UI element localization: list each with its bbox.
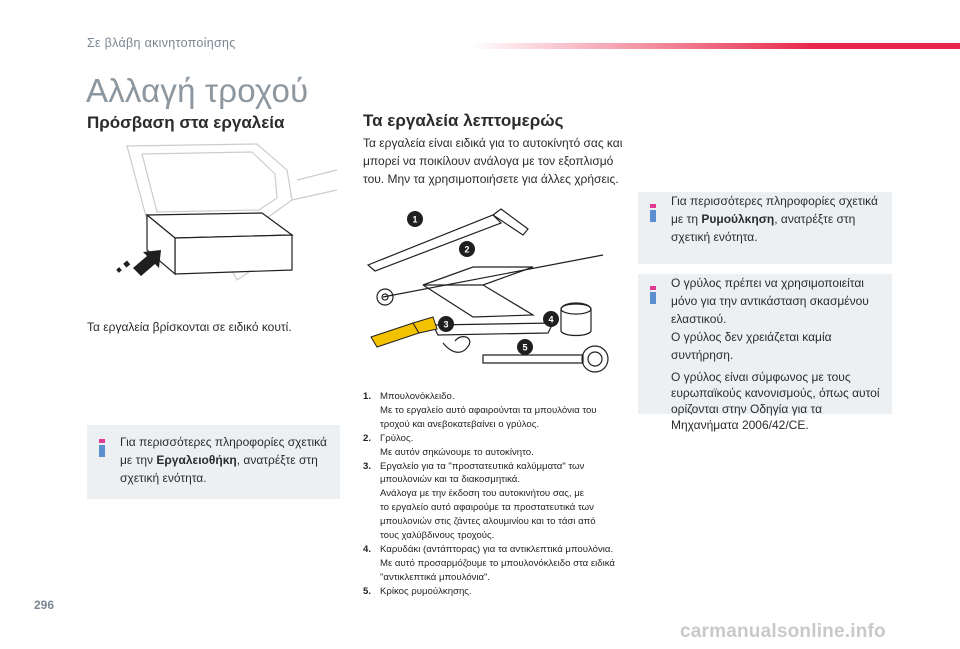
info-note-toolbox bbox=[87, 425, 340, 499]
legend-line: Μπουλονόκλειδο. bbox=[380, 391, 455, 402]
jack-compliance-text: Ο γρύλος είναι σύμφωνος με τους ευρωπαϊκούς κανονισμούς, όπως αυτοί ορίζονται στην Οδηγία για τα Μηχανήματα 2006/42/CE. bbox=[671, 370, 880, 432]
header-accent-bar bbox=[470, 43, 960, 49]
legend-item bbox=[363, 390, 633, 432]
watermark: carmanualsonline.info bbox=[680, 621, 886, 642]
callout-1: 1 bbox=[412, 214, 418, 225]
info-note-towing bbox=[638, 192, 892, 264]
towing-link[interactable]: Ρυμούλκηση bbox=[701, 212, 775, 226]
legend-line: Ανάλογα με την έκδοση του αυτοκινήτου σας, με bbox=[380, 488, 585, 500]
heading-tool-access: Πρόσβαση στα εργαλεία bbox=[87, 113, 285, 132]
note-text-after: , ανατρέξτε στη σχετική ενότητα. bbox=[120, 453, 318, 485]
jack-maintenance-text: Ο γρύλος δεν χρειάζεται καμία συντήρηση. bbox=[671, 330, 832, 362]
section-header: Σε βλάβη ακινητοποίησης bbox=[87, 36, 236, 50]
info-icon bbox=[648, 286, 658, 304]
legend-line: Καρυδάκι (αντάπτορας) για τα αντικλεπτικά μπουλόνια. bbox=[380, 543, 614, 555]
note-text-after: , ανατρέξτε στη σχετική ενότητα. bbox=[671, 212, 856, 244]
legend-line: Γρύλος. bbox=[380, 432, 414, 444]
legend-number: 3. bbox=[363, 460, 372, 472]
info-note-text bbox=[671, 274, 889, 433]
legend-item bbox=[363, 460, 633, 543]
callout-4: 4 bbox=[548, 314, 554, 325]
legend-line: τροχού και ανεβοκατεβαίνει ο γρύλος. bbox=[380, 418, 539, 430]
info-note-text bbox=[671, 192, 886, 246]
legend-line: μπουλονιών στις ζάντες αλουμινίου και το τάσι από bbox=[380, 516, 596, 528]
caption-tool-box: Τα εργαλεία βρίσκονται σε ειδικό κουτί. bbox=[87, 320, 292, 334]
tools-illustration bbox=[363, 205, 633, 385]
toolbox-link[interactable]: Εργαλειοθήκη bbox=[156, 453, 237, 467]
tools-legend bbox=[363, 390, 633, 599]
info-icon bbox=[97, 439, 107, 457]
legend-number: 4. bbox=[363, 543, 372, 555]
legend-line: Εργαλείο για τα "προστατευτικά καλύμματα" των bbox=[380, 460, 585, 472]
legend-item bbox=[363, 585, 633, 599]
info-note-text bbox=[120, 433, 335, 487]
callout-5: 5 bbox=[522, 342, 528, 353]
legend-line: Κρίκος ρυμούλκησης. bbox=[380, 585, 472, 597]
legend-line: το εργαλείο αυτό αφαιρούμε τα προστατευτικά των bbox=[380, 502, 594, 514]
legend-number: 2. bbox=[363, 432, 372, 444]
legend-line: Με αυτόν σηκώνουμε το αυτοκίνητο. bbox=[380, 446, 534, 458]
page-title: Αλλαγή τροχού bbox=[86, 72, 309, 109]
legend-line: μπουλονιών και τα διακοσμητικά. bbox=[380, 474, 520, 486]
info-note-jack bbox=[638, 274, 892, 432]
note-text-before: Για περισσότερες πληροφορίες σχετικά με την bbox=[120, 435, 327, 467]
legend-line: τους χαλύβδινους τροχούς. bbox=[380, 530, 495, 542]
legend-number: 1. bbox=[363, 391, 372, 402]
tools-drawing bbox=[363, 205, 633, 385]
note-text-before: Για περισσότερες πληροφορίες σχετικά με τη bbox=[671, 194, 878, 226]
jack-usage-text: Ο γρύλος πρέπει να χρησιμοποιείται μόνο για την αντικάσταση σκασμένου ελαστικού. bbox=[671, 276, 869, 326]
legend-item bbox=[363, 432, 633, 460]
legend-number: 5. bbox=[363, 585, 372, 597]
legend-line: "αντικλεπτικά μπουλόνια". bbox=[380, 571, 491, 583]
seat-toolbox-drawing bbox=[87, 140, 339, 300]
callout-3: 3 bbox=[443, 319, 449, 330]
tools-intro-text: Τα εργαλεία είναι ειδικά για το αυτοκίνητό σας και μπορεί να ποικίλουν ανάλογα με τον εξοπλισμό του. Μην τα χρησιμοποιήσετε για άλλες χρήσεις. bbox=[363, 136, 623, 186]
callout-2: 2 bbox=[464, 244, 470, 255]
legend-item bbox=[363, 543, 633, 585]
heading-tools-detail: Τα εργαλεία λεπτομερώς bbox=[363, 111, 564, 130]
page-number: 296 bbox=[34, 598, 55, 612]
tool-box-illustration bbox=[87, 140, 339, 300]
legend-line: Με αυτό προσαρμόζουμε το μπουλονόκλειδο στα ειδικά bbox=[380, 557, 615, 569]
info-icon bbox=[648, 204, 658, 222]
legend-line: Με το εργαλείο αυτό αφαιρούνται τα μπουλόνια του bbox=[380, 404, 597, 416]
